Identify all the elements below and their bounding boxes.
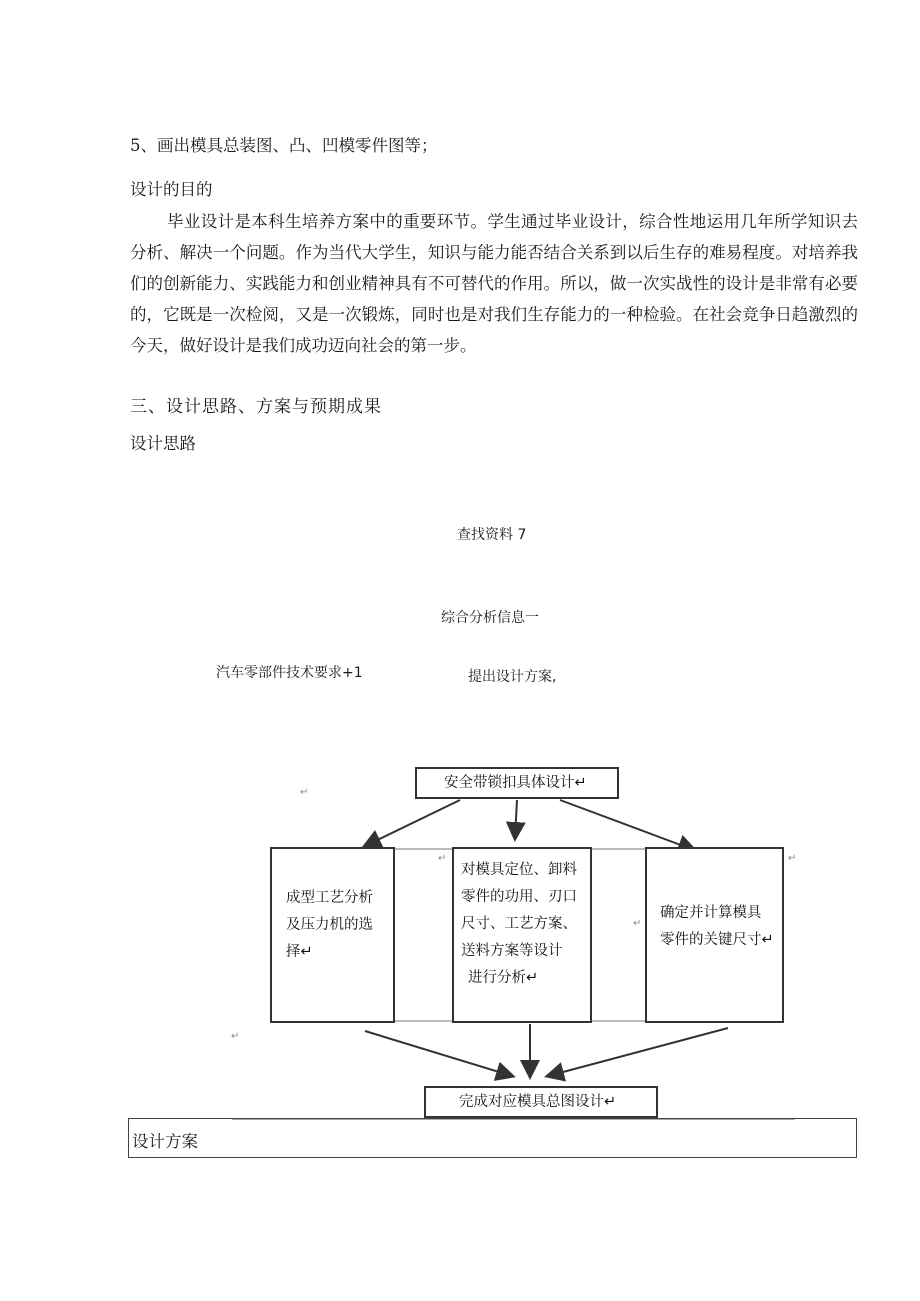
box-line: 送料方案等设计 <box>461 943 563 959</box>
return-mark: ↵ <box>788 853 797 864</box>
box-buckle-design <box>415 767 619 799</box>
box-line: 零件的关键尺寸↵ <box>660 932 774 948</box>
arrow-top-to-left <box>365 800 460 846</box>
box-key-dimensions-text <box>660 900 774 954</box>
purpose-heading: 设计的目的 <box>130 180 213 199</box>
return-mark: ↵ <box>231 1031 240 1042</box>
box-line: 对模具定位、卸料 <box>461 862 577 878</box>
step-auto-parts-requirements: 汽车零部件技术要求+1 <box>216 665 363 681</box>
box-die-analysis <box>452 847 592 1023</box>
box-assembly-design <box>424 1086 658 1118</box>
box-line: 尺寸、工艺方案、 <box>461 916 577 932</box>
arrow-left-to-bottom <box>365 1031 512 1076</box>
purpose-paragraph: 毕业设计是本科生培养方案中的重要环节。学生通过毕业设计，综合性地运用几年所学知识去分析、解决一个问题。作为当代大学生，知识与能力能否结合关系到以后生存的难易程度。对培养我们的创新能力、实践能力和创业精神具有不可替代的作用。所以，做一次实战性的设计是非常有必要的，它既是一次检阅，又是一次锻炼，同时也是对我们生存能力的一种检验。在社会竞争日趋激烈的今天，做好设计是我们成功迈向社会的第一步。 <box>130 212 858 355</box>
scheme-heading: 设计方案 <box>132 1132 198 1151</box>
box-line: 零件的功用、刃口 <box>461 889 577 905</box>
arrow-top-to-right <box>560 800 694 850</box>
step-analyze-info: 综合分析信息一 <box>441 610 539 626</box>
return-mark: ↵ <box>300 787 309 798</box>
return-mark: ↵ <box>633 918 642 929</box>
box-die-analysis-text <box>461 857 577 992</box>
arrow-top-to-mid <box>515 800 517 838</box>
box-line: 确定并计算模具 <box>660 905 762 921</box>
item-5: 5、画出模具总装图、凸、凹模零件图等； <box>130 136 438 155</box>
box-assembly-design-label: 完成对应模具总图设计↵ <box>459 1094 617 1110</box>
box-forming-analysis-text <box>286 885 373 966</box>
step-find-materials: 查找资料 7 <box>457 527 527 543</box>
return-mark: ↵ <box>438 853 447 864</box>
box-key-dimensions <box>645 847 784 1023</box>
section3-heading: 三、设计思路、方案与预期成果 <box>130 397 382 417</box>
scheme-table-cell <box>128 1118 857 1158</box>
thinking-heading: 设计思路 <box>130 434 196 453</box>
box-forming-analysis <box>270 847 395 1023</box>
arrow-right-to-bottom <box>548 1028 728 1076</box>
box-line: 择↵ <box>286 944 313 960</box>
box-line: 进行分析↵ <box>468 970 539 986</box>
box-buckle-design-label: 安全带锁扣具体设计↵ <box>444 775 587 791</box>
step-propose-scheme: 提出设计方案, <box>468 669 557 685</box>
box-line: 成型工艺分析 <box>286 890 373 906</box>
box-line: 及压力机的选 <box>286 917 373 933</box>
